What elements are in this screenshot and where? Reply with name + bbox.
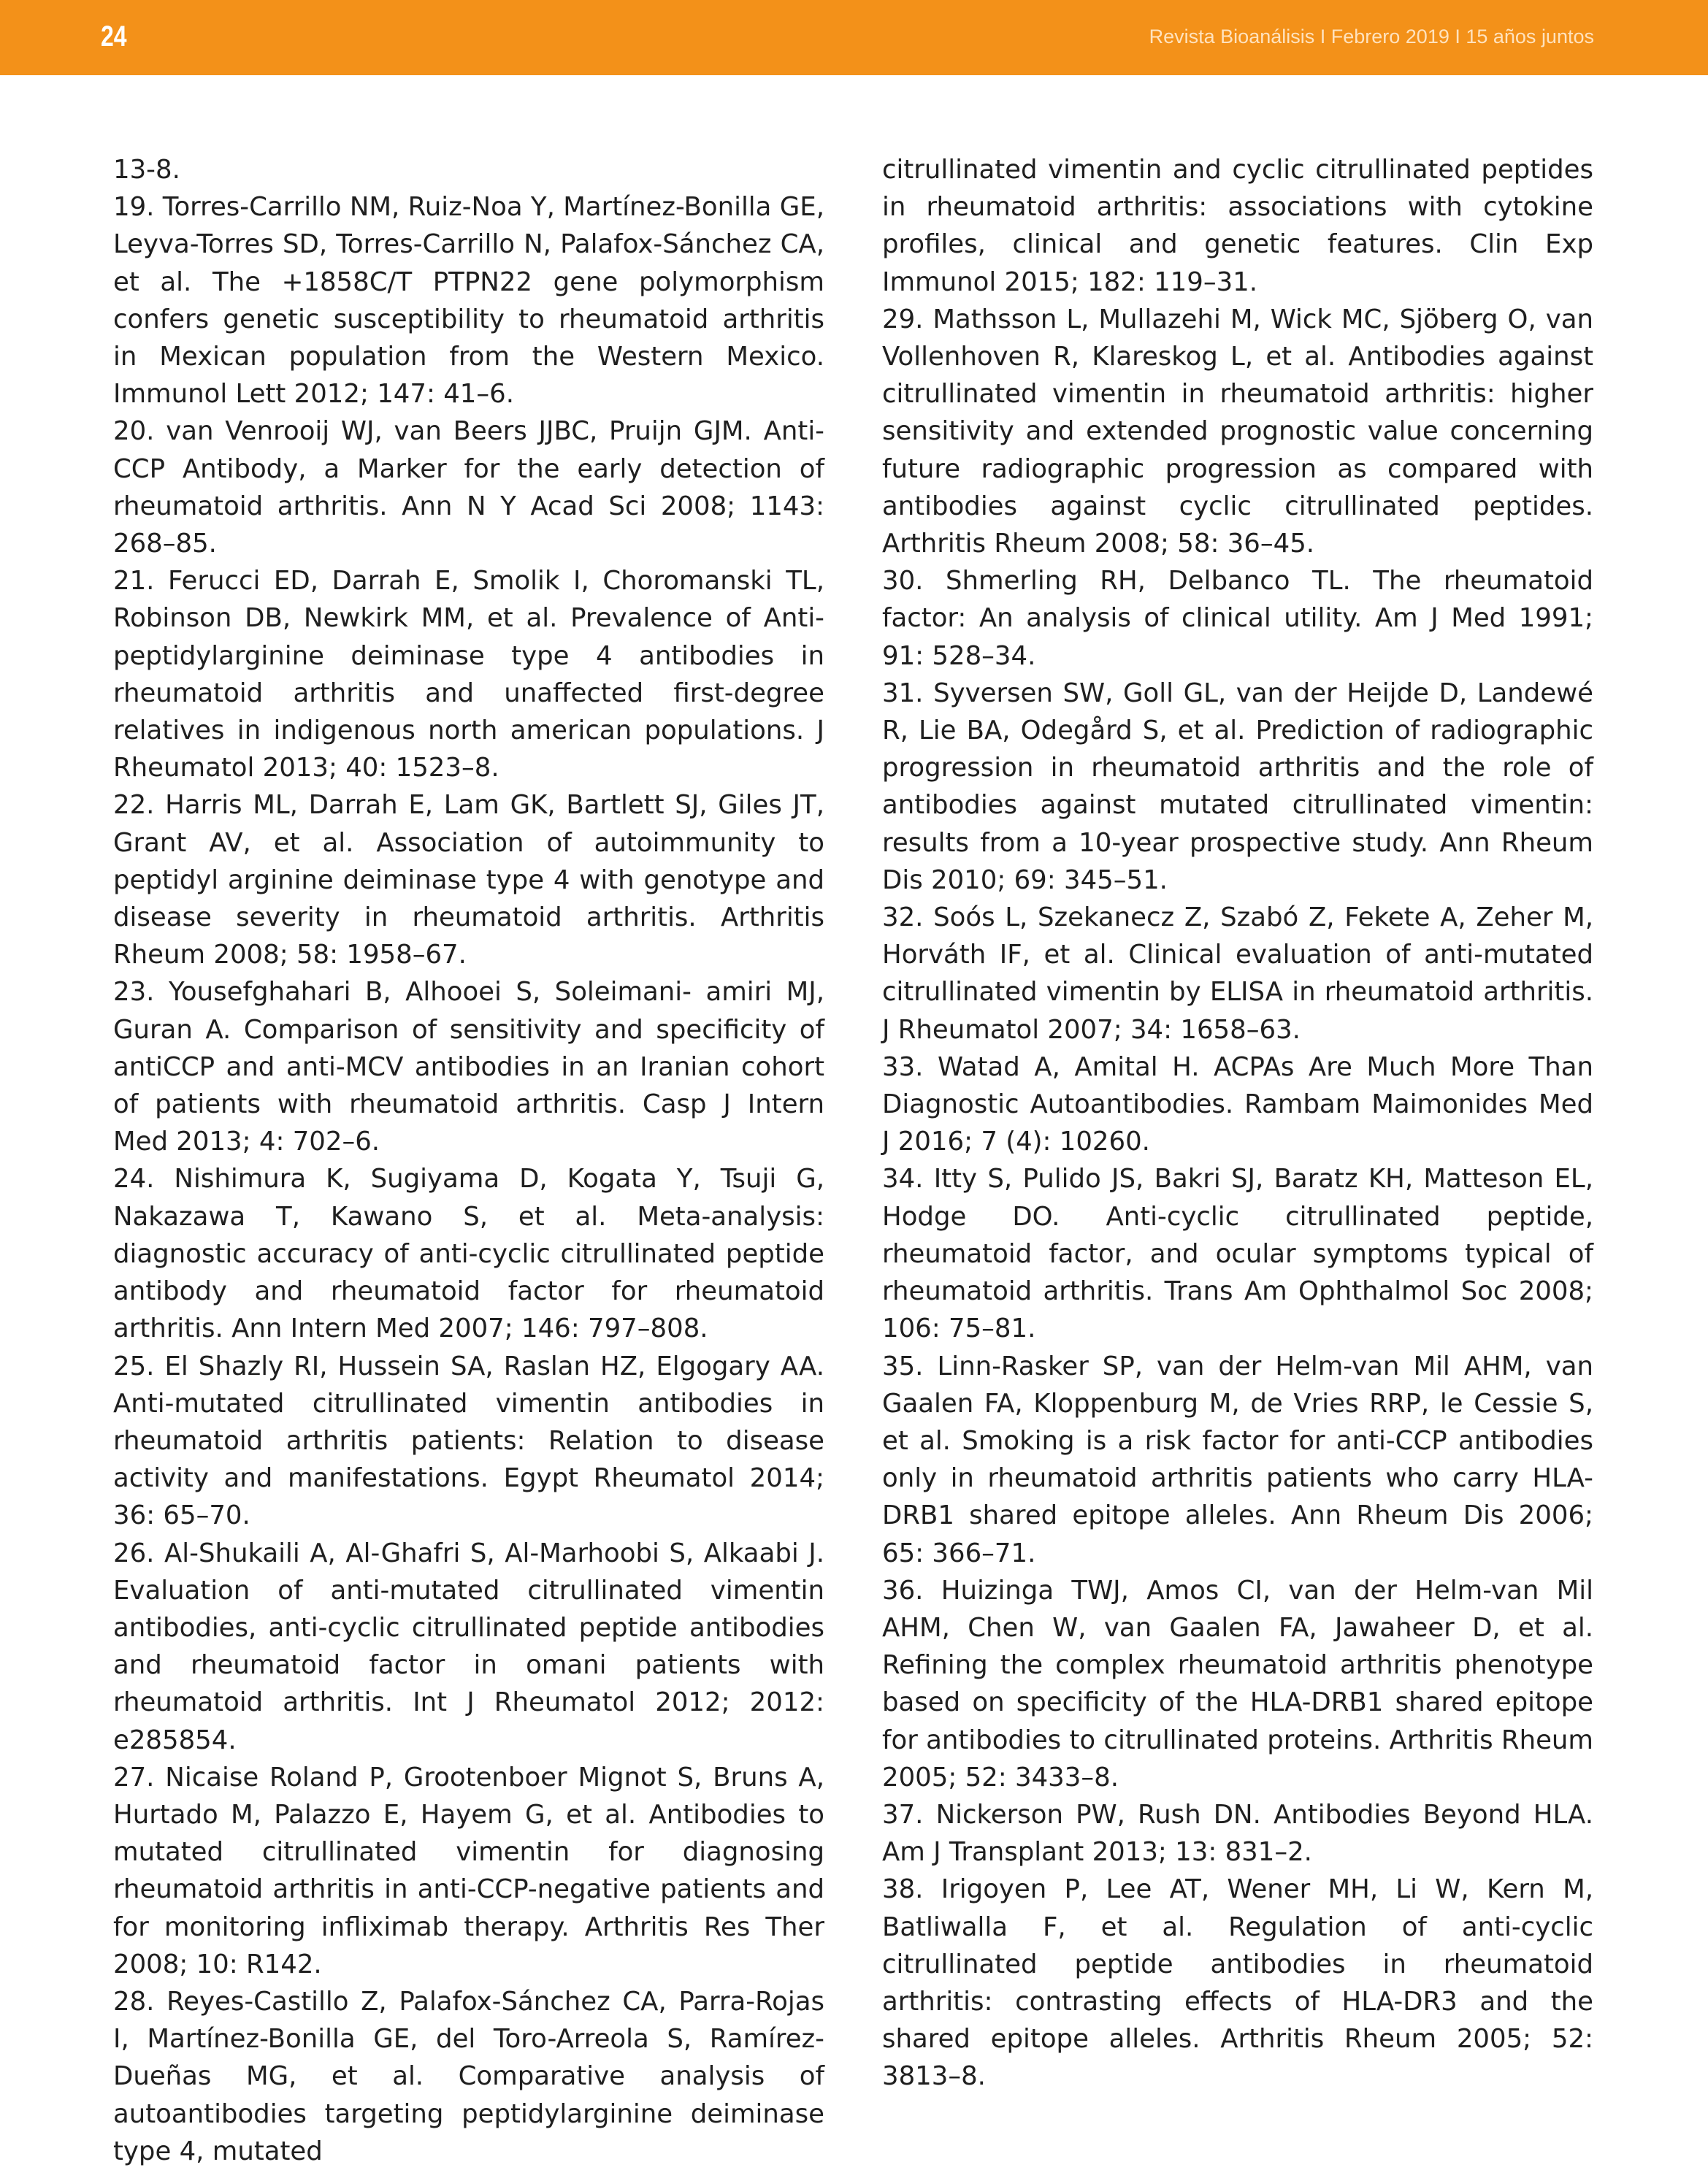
reference-item: 34. Itty S, Pulido JS, Bakri SJ, Baratz KH, Matteson EL, Hodge DO. Anti-cyclic citrullinated peptide, rheumatoid factor, and ocular symptoms typical of rheumatoid arthritis. Trans Am Ophthalmol Soc 2008; 106: 75–81. [882,1164,1593,1344]
references-column-left [113,151,824,2170]
reference-item: 30. Shmerling RH, Delbanco TL. The rheumatoid factor: An analysis of clinical utility. Am J Med 1991; 91: 528–34. [882,566,1593,671]
reference-item: 26. Al-Shukaili A, Al-Ghafri S, Al-Marhoobi S, Alkaabi J. Evaluation of anti-mutated citrullinated vimentin antibodies, anti-cyclic citrullinated peptide antibodies and rheumatoid factor in omani patients with rheumatoid arthritis. Int J Rheumatol 2012; 2012: e285854. [113,1538,824,1755]
reference-item: 37. Nickerson PW, Rush DN. Antibodies Beyond HLA. Am J Transplant 2013; 13: 831–2. [882,1799,1593,1868]
reference-item: 36. Huizinga TWJ, Amos CI, van der Helm-van Mil AHM, Chen W, van Gaalen FA, Jawaheer D, et al. Refining the complex rheumatoid arthritis phenotype based on specificity of the HLA-DRB1 shared epitope for antibodies to citrullinated proteins. Arthritis Rheum 2005; 52: 3433–8. [882,1575,1593,1793]
reference-item: 19. Torres-Carrillo NM, Ruiz-Noa Y, Martínez-Bonilla GE, Leyva-Torres SD, Torres-Carrillo N, Palafox-Sánchez CA, et al. The +1858C/T PTPN22 gene polymorphism confers genetic susceptibility to rheumatoid arthritis in Mexican population from the Western Mexico. Immunol Lett 2012; 147: 41–6. [113,192,824,410]
reference-item: 22. Harris ML, Darrah E, Lam GK, Bartlett SJ, Giles JT, Grant AV, et al. Association of autoimmunity to peptidyl arginine deiminase type 4 with genotype and disease severity in rheumatoid arthritis. Arthritis Rheum 2008; 58: 1958–67. [113,790,824,970]
reference-item: citrullinated vimentin and cyclic citrullinated peptides in rheumatoid arthritis: associations with cytokine profiles, clinical and genetic features. Clin Exp Immunol 2015; 182: 119–31. [882,155,1593,297]
reference-item: 32. Soós L, Szekanecz Z, Szabó Z, Fekete A, Zeher M, Horváth IF, et al. Clinical evaluation of anti-mutated citrullinated vimentin by ELISA in rheumatoid arthritis. J Rheumatol 2007; 34: 1658–63. [882,902,1593,1045]
reference-item: 20. van Venrooij WJ, van Beers JJBC, Pruijn GJM. Anti-CCP Antibody, a Marker for the early detection of rheumatoid arthritis. Ann N Y Acad Sci 2008; 1143: 268–85. [113,416,824,559]
reference-item: 13-8. [113,155,180,185]
reference-item: 21. Ferucci ED, Darrah E, Smolik I, Choromanski TL, Robinson DB, Newkirk MM, et al. Prevalence of Anti-peptidylarginine deiminase type 4 antibodies in rheumatoid arthritis and unaffected first-degree relatives in indigenous north american populations. J Rheumatol 2013; 40: 1523–8. [113,566,824,783]
reference-item: 35. Linn-Rasker SP, van der Helm-van Mil AHM, van Gaalen FA, Kloppenburg M, de Vries RRP, le Cessie S, et al. Smoking is a risk factor for anti-CCP antibodies only in rheumatoid arthritis patients who carry HLA-DRB1 shared epitope alleles. Ann Rheum Dis 2006; 65: 366–71. [882,1351,1593,1568]
reference-item: 24. Nishimura K, Sugiyama D, Kogata Y, Tsuji G, Nakazawa T, Kawano S, et al. Meta-analysis: diagnostic accuracy of anti-cyclic citrullinated peptide antibody and rheumatoid factor for rheumatoid arthritis. Ann Intern Med 2007; 146: 797–808. [113,1164,824,1344]
reference-item: 23. Yousefghahari B, Alhooei S, Soleimani- amiri MJ, Guran A. Comparison of sensitivity and specificity of antiCCP and anti-MCV antibodies in an Iranian cohort of patients with rheumatoid arthritis. Casp J Intern Med 2013; 4: 702–6. [113,977,824,1157]
header-band [0,0,1708,75]
reference-item: 38. Irigoyen P, Lee AT, Wener MH, Li W, Kern M, Batliwalla F, et al. Regulation of anti-cyclic citrullinated peptide antibodies in rheumatoid arthritis: contrasting effects of HLA-DR3 and the shared epitope alleles. Arthritis Rheum 2005; 52: 3813–8. [882,1874,1593,2092]
reference-item: 25. El Shazly RI, Hussein SA, Raslan HZ, Elgogary AA. Anti-mutated citrullinated vimentin antibodies in rheumatoid arthritis patients: Relation to disease activity and manifestations. Egypt Rheumatol 2014; 36: 65–70. [113,1351,824,1531]
running-title: Revista Bioanálisis I Febrero 2019 I 15 años juntos [1149,26,1594,47]
page-number: 24 [101,20,127,53]
references-column-right [882,151,1593,2096]
reference-item: 31. Syversen SW, Goll GL, van der Heijde D, Landewé R, Lie BA, Odegård S, et al. Prediction of radiographic progression in rheumatoid arthritis and the role of antibodies against mutated citrullinated vimentin: results from a 10-year prospective study. Ann Rheum Dis 2010; 69: 345–51. [882,678,1593,895]
reference-item: 29. Mathsson L, Mullazehi M, Wick MC, Sjöberg O, van Vollenhoven R, Klareskog L, et al. Antibodies against citrullinated vimentin in rheumatoid arthritis: higher sensitivity and extended prognostic value concerning future radiographic progression as compared with antibodies against cyclic citrullinated peptides. Arthritis Rheum 2008; 58: 36–45. [882,304,1593,559]
reference-item: 27. Nicaise Roland P, Grootenboer Mignot S, Bruns A, Hurtado M, Palazzo E, Hayem G, et al. Antibodies to mutated citrullinated vimentin for diagnosing rheumatoid arthritis in anti-CCP-negative patients and for monitoring infliximab therapy. Arthritis Res Ther 2008; 10: R142. [113,1762,824,1979]
reference-item: 28. Reyes-Castillo Z, Palafox-Sánchez CA, Parra-Rojas I, Martínez-Bonilla GE, del Toro-Arreola S, Ramírez-Dueñas MG, et al. Comparative analysis of autoantibodies targeting peptidylarginine deiminase type 4, mutated [113,1986,824,2166]
reference-item: 33. Watad A, Amital H. ACPAs Are Much More Than Diagnostic Autoantibodies. Rambam Maimonides Med J 2016; 7 (4): 10260. [882,1051,1593,1157]
